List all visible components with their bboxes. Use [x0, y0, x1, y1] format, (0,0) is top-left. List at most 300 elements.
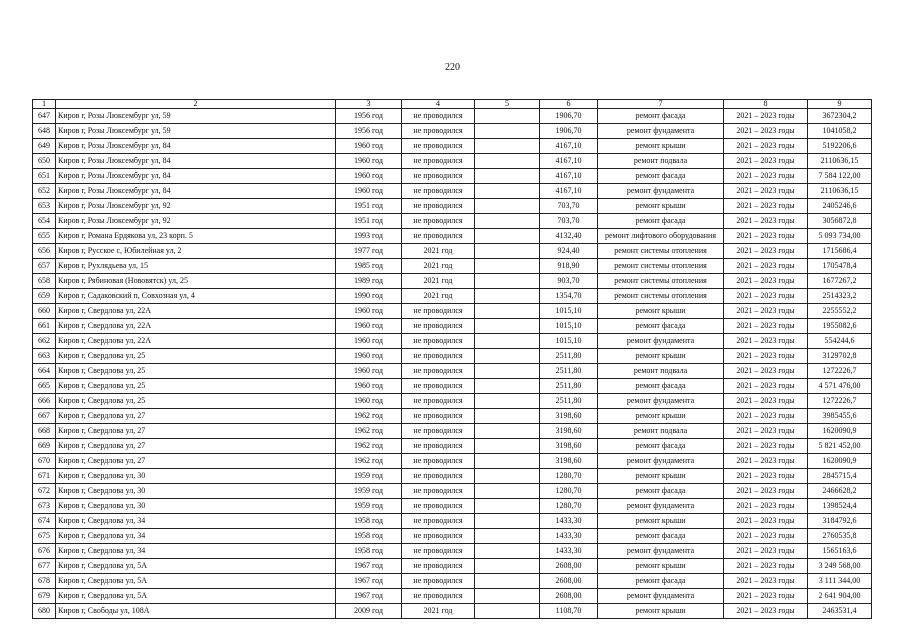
cell-period: 2021 – 2023 годы: [724, 574, 808, 589]
cell-work-type: ремонт крыши: [598, 409, 724, 424]
cell-address: Киров г, Свердлова ул, 25: [56, 349, 336, 364]
cell-work-type: ремонт фасада: [598, 529, 724, 544]
cell-last-repair: не проводился: [402, 364, 475, 379]
cell-build-year: 1962 год: [336, 409, 402, 424]
cell-build-year: 1960 год: [336, 349, 402, 364]
cell-work-type: ремонт фасада: [598, 109, 724, 124]
cell-work-type: ремонт фасада: [598, 169, 724, 184]
cell-empty: [475, 334, 540, 349]
cell-cost: 1565163,6: [808, 544, 872, 559]
cell-period: 2021 – 2023 годы: [724, 394, 808, 409]
cell-last-repair: не проводился: [402, 499, 475, 514]
cell-area: 1433,30: [540, 529, 598, 544]
cell-address: Киров г, Свердлова ул, 27: [56, 454, 336, 469]
cell-area: 703,70: [540, 214, 598, 229]
cell-area: 2608,00: [540, 559, 598, 574]
cell-cost: 5 093 734,00: [808, 229, 872, 244]
column-header-9: 9: [808, 100, 872, 109]
cell-area: 1015,10: [540, 304, 598, 319]
cell-cost: 2845715,4: [808, 469, 872, 484]
cell-address: Киров г, Розы Люксембург ул, 92: [56, 214, 336, 229]
cell-period: 2021 – 2023 годы: [724, 559, 808, 574]
cell-address: Киров г, Розы Люксембург ул, 84: [56, 139, 336, 154]
cell-address: Киров г, Свердлова ул, 30: [56, 484, 336, 499]
cell-last-repair: не проводился: [402, 214, 475, 229]
cell-empty: [475, 409, 540, 424]
cell-cost: 554244,6: [808, 334, 872, 349]
cell-last-repair: не проводился: [402, 124, 475, 139]
cell-address: Киров г, Рябиновая (Нововятск) ул, 25: [56, 274, 336, 289]
cell-address: Киров г, Русское с, Юбилейная ул, 2: [56, 244, 336, 259]
cell-period: 2021 – 2023 годы: [724, 379, 808, 394]
cell-address: Киров г, Свердлова ул, 5А: [56, 589, 336, 604]
cell-work-type: ремонт крыши: [598, 349, 724, 364]
cell-last-repair: не проводился: [402, 139, 475, 154]
cell-period: 2021 – 2023 годы: [724, 589, 808, 604]
cell-empty: [475, 439, 540, 454]
cell-empty: [475, 214, 540, 229]
cell-row-number: 671: [33, 469, 56, 484]
cell-area: 2608,00: [540, 574, 598, 589]
cell-period: 2021 – 2023 годы: [724, 214, 808, 229]
cell-row-number: 674: [33, 514, 56, 529]
cell-period: 2021 – 2023 годы: [724, 604, 808, 619]
cell-address: Киров г, Садаковский п, Совхозная ул, 4: [56, 289, 336, 304]
cell-address: Киров г, Свердлова ул, 34: [56, 529, 336, 544]
cell-build-year: 1977 год: [336, 244, 402, 259]
cell-row-number: 673: [33, 499, 56, 514]
cell-last-repair: не проводился: [402, 349, 475, 364]
table-row: [33, 364, 872, 379]
cell-work-type: ремонт лифтового оборудования: [598, 229, 724, 244]
cell-row-number: 665: [33, 379, 56, 394]
cell-area: 4132,40: [540, 229, 598, 244]
cell-address: Киров г, Свердлова ул, 22А: [56, 334, 336, 349]
cell-period: 2021 – 2023 годы: [724, 424, 808, 439]
cell-row-number: 666: [33, 394, 56, 409]
cell-work-type: ремонт крыши: [598, 469, 724, 484]
cell-cost: 1677267,2: [808, 274, 872, 289]
table-row: [33, 604, 872, 619]
cell-cost: 3 249 568,00: [808, 559, 872, 574]
cell-row-number: 668: [33, 424, 56, 439]
cell-empty: [475, 499, 540, 514]
table-row: [33, 244, 872, 259]
cell-last-repair: не проводился: [402, 424, 475, 439]
cell-last-repair: не проводился: [402, 484, 475, 499]
column-header-4: 4: [402, 100, 475, 109]
table-row: [33, 184, 872, 199]
cell-work-type: ремонт крыши: [598, 604, 724, 619]
cell-work-type: ремонт подвала: [598, 364, 724, 379]
table-row: [33, 409, 872, 424]
cell-period: 2021 – 2023 годы: [724, 529, 808, 544]
table-row: [33, 379, 872, 394]
cell-cost: 1620090,9: [808, 424, 872, 439]
table-row: [33, 169, 872, 184]
cell-address: Киров г, Розы Люксембург ул, 59: [56, 124, 336, 139]
cell-empty: [475, 349, 540, 364]
cell-work-type: ремонт крыши: [598, 139, 724, 154]
cell-period: 2021 – 2023 годы: [724, 349, 808, 364]
cell-build-year: 1959 год: [336, 484, 402, 499]
cell-empty: [475, 184, 540, 199]
cell-empty: [475, 154, 540, 169]
cell-cost: 1715686,4: [808, 244, 872, 259]
cell-period: 2021 – 2023 годы: [724, 454, 808, 469]
table-row: [33, 499, 872, 514]
cell-address: Киров г, Розы Люксембург ул, 92: [56, 199, 336, 214]
table-row: [33, 589, 872, 604]
cell-row-number: 672: [33, 484, 56, 499]
cell-row-number: 653: [33, 199, 56, 214]
cell-build-year: 1993 год: [336, 229, 402, 244]
cell-address: Киров г, Свободы ул, 108А: [56, 604, 336, 619]
cell-row-number: 656: [33, 244, 56, 259]
column-header-3: 3: [336, 100, 402, 109]
cell-address: Киров г, Рухлядьева ул, 15: [56, 259, 336, 274]
cell-row-number: 664: [33, 364, 56, 379]
cell-row-number: 651: [33, 169, 56, 184]
table-row: [33, 424, 872, 439]
cell-row-number: 662: [33, 334, 56, 349]
table-row: [33, 274, 872, 289]
cell-build-year: 1962 год: [336, 454, 402, 469]
table-row: [33, 109, 872, 124]
cell-cost: 2760535,8: [808, 529, 872, 544]
cell-empty: [475, 544, 540, 559]
cell-empty: [475, 514, 540, 529]
cell-cost: 2405246,6: [808, 199, 872, 214]
cell-build-year: 1956 год: [336, 109, 402, 124]
cell-empty: [475, 139, 540, 154]
cell-build-year: 1960 год: [336, 379, 402, 394]
cell-cost: 3056872,8: [808, 214, 872, 229]
table-row: [33, 304, 872, 319]
table-row: [33, 289, 872, 304]
cell-address: Киров г, Свердлова ул, 25: [56, 364, 336, 379]
cell-area: 1906,70: [540, 124, 598, 139]
table-row: [33, 334, 872, 349]
cell-build-year: 1959 год: [336, 469, 402, 484]
cell-cost: 3 111 344,00: [808, 574, 872, 589]
cell-empty: [475, 394, 540, 409]
cell-last-repair: не проводился: [402, 544, 475, 559]
cell-row-number: 667: [33, 409, 56, 424]
cell-last-repair: не проводился: [402, 409, 475, 424]
cell-last-repair: 2021 год: [402, 244, 475, 259]
cell-empty: [475, 169, 540, 184]
cell-build-year: 1956 год: [336, 124, 402, 139]
cell-work-type: ремонт фасада: [598, 484, 724, 499]
cell-row-number: 680: [33, 604, 56, 619]
table-row: [33, 574, 872, 589]
cell-empty: [475, 244, 540, 259]
cell-last-repair: не проводился: [402, 454, 475, 469]
table-row: [33, 394, 872, 409]
cell-area: 4167,10: [540, 169, 598, 184]
cell-cost: 2110636,15: [808, 184, 872, 199]
cell-empty: [475, 259, 540, 274]
cell-period: 2021 – 2023 годы: [724, 499, 808, 514]
table-header-row: [33, 100, 872, 109]
cell-cost: 2463531,4: [808, 604, 872, 619]
cell-row-number: 652: [33, 184, 56, 199]
table-row: [33, 154, 872, 169]
cell-build-year: 1951 год: [336, 214, 402, 229]
table-row: [33, 544, 872, 559]
cell-area: 918,90: [540, 259, 598, 274]
cell-empty: [475, 124, 540, 139]
table-row: [33, 559, 872, 574]
cell-area: 1354,70: [540, 289, 598, 304]
cell-cost: 1041058,2: [808, 124, 872, 139]
cell-work-type: ремонт фасада: [598, 379, 724, 394]
cell-period: 2021 – 2023 годы: [724, 514, 808, 529]
cell-address: Киров г, Свердлова ул, 27: [56, 409, 336, 424]
cell-area: 1433,30: [540, 514, 598, 529]
cell-row-number: 647: [33, 109, 56, 124]
cell-build-year: 1960 год: [336, 334, 402, 349]
cell-empty: [475, 484, 540, 499]
cell-period: 2021 – 2023 годы: [724, 289, 808, 304]
cell-area: 3198,60: [540, 409, 598, 424]
cell-cost: 2110636,15: [808, 154, 872, 169]
cell-address: Киров г, Свердлова ул, 34: [56, 514, 336, 529]
cell-area: 903,70: [540, 274, 598, 289]
cell-work-type: ремонт крыши: [598, 514, 724, 529]
cell-period: 2021 – 2023 годы: [724, 439, 808, 454]
cell-last-repair: не проводился: [402, 184, 475, 199]
cell-empty: [475, 319, 540, 334]
cell-cost: 1620090,9: [808, 454, 872, 469]
cell-cost: 2466628,2: [808, 484, 872, 499]
cell-address: Киров г, Свердлова ул, 22А: [56, 304, 336, 319]
cell-period: 2021 – 2023 годы: [724, 139, 808, 154]
cell-build-year: 1960 год: [336, 169, 402, 184]
cell-cost: 3129702,8: [808, 349, 872, 364]
cell-empty: [475, 199, 540, 214]
cell-build-year: 1967 год: [336, 559, 402, 574]
cell-work-type: ремонт фундамента: [598, 394, 724, 409]
cell-empty: [475, 529, 540, 544]
cell-empty: [475, 604, 540, 619]
table-row: [33, 319, 872, 334]
cell-empty: [475, 454, 540, 469]
cell-build-year: 1967 год: [336, 589, 402, 604]
cell-period: 2021 – 2023 годы: [724, 469, 808, 484]
cell-build-year: 1960 год: [336, 364, 402, 379]
cell-work-type: ремонт подвала: [598, 154, 724, 169]
cell-empty: [475, 424, 540, 439]
cell-row-number: 677: [33, 559, 56, 574]
cell-work-type: ремонт фундамента: [598, 124, 724, 139]
column-header-7: 7: [598, 100, 724, 109]
cell-row-number: 655: [33, 229, 56, 244]
cell-last-repair: не проводился: [402, 379, 475, 394]
cell-build-year: 1958 год: [336, 529, 402, 544]
cell-row-number: 670: [33, 454, 56, 469]
cell-period: 2021 – 2023 годы: [724, 334, 808, 349]
cell-last-repair: 2021 год: [402, 289, 475, 304]
cell-last-repair: не проводился: [402, 229, 475, 244]
cell-row-number: 679: [33, 589, 56, 604]
cell-last-repair: не проводился: [402, 439, 475, 454]
cell-work-type: ремонт фундамента: [598, 184, 724, 199]
cell-address: Киров г, Свердлова ул, 25: [56, 394, 336, 409]
cell-address: Киров г, Розы Люксембург ул, 84: [56, 169, 336, 184]
cell-row-number: 648: [33, 124, 56, 139]
table-row: [33, 529, 872, 544]
cell-period: 2021 – 2023 годы: [724, 274, 808, 289]
cell-address: Киров г, Свердлова ул, 30: [56, 499, 336, 514]
cell-build-year: 1960 год: [336, 184, 402, 199]
cell-row-number: 676: [33, 544, 56, 559]
cell-area: 1280,70: [540, 469, 598, 484]
cell-build-year: 1960 год: [336, 304, 402, 319]
cell-row-number: 654: [33, 214, 56, 229]
cell-build-year: 1985 год: [336, 259, 402, 274]
cell-build-year: 1962 год: [336, 424, 402, 439]
cell-address: Киров г, Свердлова ул, 27: [56, 439, 336, 454]
cell-build-year: 1958 год: [336, 514, 402, 529]
column-header-1: 1: [33, 100, 56, 109]
cell-build-year: 1958 год: [336, 544, 402, 559]
cell-area: 3198,60: [540, 454, 598, 469]
cell-area: 924,40: [540, 244, 598, 259]
column-header-2: 2: [56, 100, 336, 109]
registry-table: [32, 99, 872, 619]
cell-area: 1015,10: [540, 334, 598, 349]
cell-row-number: 649: [33, 139, 56, 154]
cell-row-number: 660: [33, 304, 56, 319]
cell-cost: 1955082,6: [808, 319, 872, 334]
cell-build-year: 1960 год: [336, 139, 402, 154]
cell-cost: 3184792,6: [808, 514, 872, 529]
cell-last-repair: 2021 год: [402, 274, 475, 289]
cell-period: 2021 – 2023 годы: [724, 364, 808, 379]
table-row: [33, 229, 872, 244]
cell-work-type: ремонт фасада: [598, 574, 724, 589]
cell-build-year: 1960 год: [336, 154, 402, 169]
cell-cost: 3985455,6: [808, 409, 872, 424]
table-row: [33, 259, 872, 274]
cell-period: 2021 – 2023 годы: [724, 259, 808, 274]
cell-area: 703,70: [540, 199, 598, 214]
cell-build-year: 1990 год: [336, 289, 402, 304]
cell-row-number: 663: [33, 349, 56, 364]
cell-area: 2511,80: [540, 379, 598, 394]
cell-address: Киров г, Розы Люксембург ул, 84: [56, 184, 336, 199]
cell-address: Киров г, Свердлова ул, 27: [56, 424, 336, 439]
cell-build-year: 1951 год: [336, 199, 402, 214]
cell-build-year: 1960 год: [336, 319, 402, 334]
cell-build-year: 1960 год: [336, 394, 402, 409]
cell-row-number: 657: [33, 259, 56, 274]
cell-area: 4167,10: [540, 154, 598, 169]
cell-address: Киров г, Розы Люксембург ул, 59: [56, 109, 336, 124]
cell-last-repair: не проводился: [402, 559, 475, 574]
cell-period: 2021 – 2023 годы: [724, 544, 808, 559]
cell-work-type: ремонт системы отопления: [598, 274, 724, 289]
cell-empty: [475, 589, 540, 604]
table-row: [33, 349, 872, 364]
cell-cost: 1272226,7: [808, 394, 872, 409]
cell-area: 3198,60: [540, 424, 598, 439]
cell-work-type: ремонт фундамента: [598, 499, 724, 514]
cell-row-number: 675: [33, 529, 56, 544]
cell-empty: [475, 304, 540, 319]
cell-period: 2021 – 2023 годы: [724, 184, 808, 199]
cell-area: 1280,70: [540, 499, 598, 514]
cell-cost: 1398524,4: [808, 499, 872, 514]
cell-address: Киров г, Розы Люксембург ул, 84: [56, 154, 336, 169]
cell-cost: 2255552,2: [808, 304, 872, 319]
cell-last-repair: не проводился: [402, 109, 475, 124]
cell-work-type: ремонт подвала: [598, 424, 724, 439]
cell-work-type: ремонт системы отопления: [598, 289, 724, 304]
cell-area: 4167,10: [540, 139, 598, 154]
cell-empty: [475, 559, 540, 574]
cell-work-type: ремонт фасада: [598, 319, 724, 334]
cell-work-type: ремонт системы отопления: [598, 259, 724, 274]
cell-last-repair: не проводился: [402, 154, 475, 169]
cell-empty: [475, 274, 540, 289]
cell-area: 1108,70: [540, 604, 598, 619]
cell-row-number: 658: [33, 274, 56, 289]
cell-last-repair: не проводился: [402, 394, 475, 409]
cell-work-type: ремонт фасада: [598, 439, 724, 454]
cell-area: 2608,00: [540, 589, 598, 604]
cell-empty: [475, 229, 540, 244]
cell-row-number: 661: [33, 319, 56, 334]
cell-work-type: ремонт фундамента: [598, 544, 724, 559]
cell-last-repair: не проводился: [402, 574, 475, 589]
column-header-5: 5: [475, 100, 540, 109]
cell-cost: 3672304,2: [808, 109, 872, 124]
cell-last-repair: не проводился: [402, 334, 475, 349]
cell-period: 2021 – 2023 годы: [724, 304, 808, 319]
cell-last-repair: 2021 год: [402, 259, 475, 274]
cell-work-type: ремонт фундамента: [598, 589, 724, 604]
cell-address: Киров г, Свердлова ул, 5А: [56, 559, 336, 574]
cell-last-repair: не проводился: [402, 199, 475, 214]
cell-work-type: ремонт фундамента: [598, 334, 724, 349]
cell-work-type: ремонт фасада: [598, 214, 724, 229]
cell-period: 2021 – 2023 годы: [724, 109, 808, 124]
cell-build-year: 1959 год: [336, 499, 402, 514]
cell-row-number: 669: [33, 439, 56, 454]
cell-last-repair: не проводился: [402, 529, 475, 544]
cell-row-number: 650: [33, 154, 56, 169]
cell-empty: [475, 364, 540, 379]
cell-cost: 5 821 452,00: [808, 439, 872, 454]
cell-work-type: ремонт крыши: [598, 304, 724, 319]
cell-empty: [475, 289, 540, 304]
column-header-6: 6: [540, 100, 598, 109]
cell-empty: [475, 574, 540, 589]
cell-row-number: 678: [33, 574, 56, 589]
cell-period: 2021 – 2023 годы: [724, 154, 808, 169]
cell-area: 2511,80: [540, 364, 598, 379]
cell-empty: [475, 469, 540, 484]
cell-area: 1280,70: [540, 484, 598, 499]
cell-build-year: 1989 год: [336, 274, 402, 289]
cell-area: 1906,70: [540, 109, 598, 124]
column-header-8: 8: [724, 100, 808, 109]
cell-work-type: ремонт крыши: [598, 199, 724, 214]
cell-last-repair: не проводился: [402, 304, 475, 319]
